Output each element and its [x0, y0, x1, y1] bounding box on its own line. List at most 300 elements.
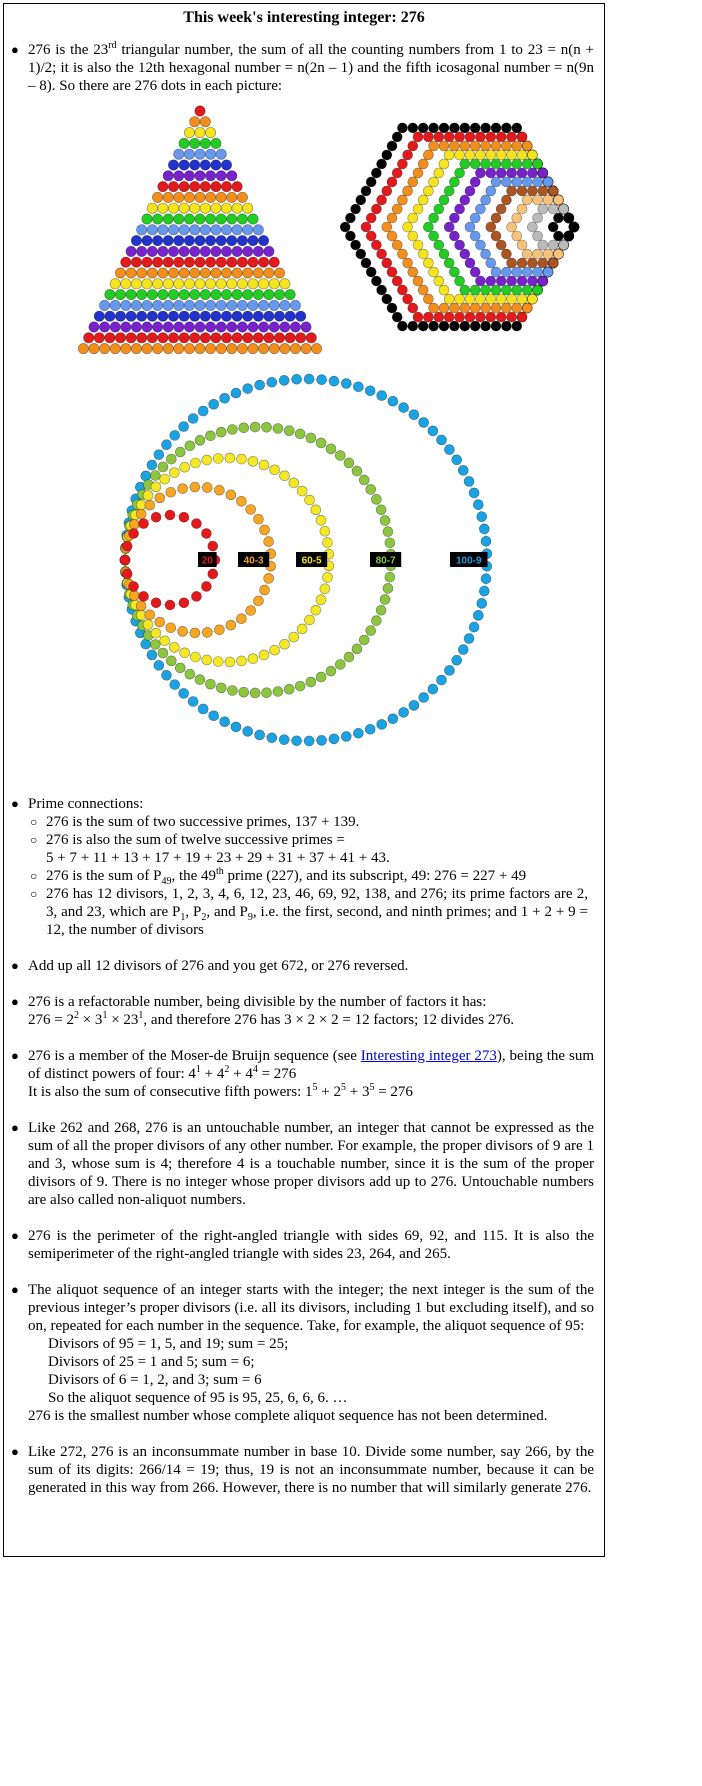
circle-dot [209, 711, 219, 721]
circle-dot [385, 572, 395, 582]
hexagon-dot [533, 267, 543, 277]
bullet-icon: ● [11, 1048, 19, 1063]
circle-dot [220, 717, 230, 727]
triangle-dot [243, 246, 253, 256]
triangle-dot [205, 171, 215, 181]
circle-dot [169, 468, 179, 478]
circle-dot [292, 374, 302, 384]
circle-dot [297, 486, 307, 496]
bullet-icon: ● [11, 1228, 19, 1243]
hexagon-dot [455, 204, 465, 214]
triangle-dot [258, 300, 268, 310]
hexagon-dot [533, 213, 543, 223]
triangle-dot [232, 225, 242, 235]
triangle-dot [237, 192, 247, 202]
triangle-dot [190, 246, 200, 256]
dot-figure-svg [4, 95, 604, 795]
circle-dot [237, 454, 247, 464]
hexagon-dot [501, 177, 511, 187]
triangle-dot [237, 343, 247, 353]
triangle-dot [142, 214, 152, 224]
circle-dot [250, 688, 260, 698]
circle-dot [188, 697, 198, 707]
triangle-dot [200, 246, 210, 256]
circle-dot [335, 659, 345, 669]
triangle-dot [200, 117, 210, 127]
circle-dot [154, 660, 164, 670]
hexagon-dot [533, 231, 543, 241]
hexagon-dot [439, 321, 449, 331]
triangle-dot [126, 268, 136, 278]
circle-dot [320, 526, 330, 536]
triangle-dot [99, 300, 109, 310]
hexagon-dot [507, 150, 517, 160]
hexagon-dot [501, 267, 511, 277]
circle-dot [243, 384, 253, 394]
hexagon-dot [538, 186, 548, 196]
triangle-dot [205, 214, 215, 224]
hexagon-dot [366, 177, 376, 187]
triangle-dot [296, 311, 306, 321]
circle-dot [311, 505, 321, 515]
circle-dot [388, 396, 398, 406]
hexagon-dot [512, 213, 522, 223]
hexagon-dot [449, 231, 459, 241]
hexagon-dot [517, 276, 527, 286]
triangle-dot [227, 214, 237, 224]
hexagon-dot [512, 177, 522, 187]
triangle-dot [126, 333, 136, 343]
triangle-dot [200, 203, 210, 213]
triangle-dot [301, 322, 311, 332]
hexagon-dot [465, 150, 475, 160]
triangle-dot [258, 257, 268, 267]
hexagon-dot [470, 231, 480, 241]
hexagon-dot [460, 141, 470, 151]
circle-dot [179, 688, 189, 698]
circle-label [238, 552, 269, 567]
triangle-dot [195, 343, 205, 353]
hexagon-dot [517, 294, 527, 304]
circle-dot [260, 525, 270, 535]
hexagon-dot [470, 177, 480, 187]
triangle-dot [243, 203, 253, 213]
hexagon-dot [423, 222, 433, 232]
circle-dot [179, 512, 189, 522]
triangle-dot [158, 203, 168, 213]
hexagon-dot [455, 150, 465, 160]
triangle-dot [184, 322, 194, 332]
triangle-dot [205, 343, 215, 353]
hexagon-dot [434, 276, 444, 286]
prime-item-text: 276 is the sum of P [46, 868, 162, 884]
triangle-dot [205, 235, 215, 245]
circle-dot [352, 466, 362, 476]
circle-dot [161, 440, 171, 450]
circle-dot [436, 435, 446, 445]
hexagon-dot [444, 132, 454, 142]
circle-dot [227, 424, 237, 434]
hexagon-dot [501, 303, 511, 313]
triangle-dot [264, 333, 274, 343]
triangle-dot [137, 311, 147, 321]
hexagon-dot [403, 186, 413, 196]
circle-dot [452, 655, 462, 665]
hexagon-dot [455, 240, 465, 250]
hexagon-dot [429, 303, 439, 313]
triangle-dot [99, 322, 109, 332]
triangle-dot [110, 300, 120, 310]
circle-dot [464, 476, 474, 486]
triangle-dot [105, 333, 115, 343]
hexagon-dot [512, 231, 522, 241]
triangle-dot [121, 257, 131, 267]
circle-dot [366, 484, 376, 494]
triangle-dot [131, 322, 141, 332]
hexagon-dot [340, 222, 350, 232]
hexagon-dot [387, 141, 397, 151]
triangle-dot [179, 181, 189, 191]
triangle-dot [200, 225, 210, 235]
hexagon-dot [465, 258, 475, 268]
triangle-dot [232, 311, 242, 321]
triangle-dot [216, 192, 226, 202]
circle-dot [175, 663, 185, 673]
hexagon-dot [455, 276, 465, 286]
dot-figure [4, 95, 604, 795]
circle-dot [267, 377, 277, 387]
hexagon-dot [491, 285, 501, 295]
triangle-dot [216, 300, 226, 310]
circle-dot [317, 735, 327, 745]
hexagon-dot [538, 204, 548, 214]
moser-text: = 276 [257, 1066, 297, 1082]
aliquot-line: So the aliquot sequence of 95 is 95, 25, 6, 6, 6. … [48, 1390, 348, 1406]
circle-dot [376, 605, 386, 615]
hexagon-dot [481, 159, 491, 169]
hexagon-dot [527, 168, 537, 178]
circle-dot [317, 375, 327, 385]
hexagon-dot [356, 249, 366, 259]
triangle-dot [163, 257, 173, 267]
circle-dot [198, 406, 208, 416]
triangle-dot [158, 289, 168, 299]
hexagon-dot [548, 222, 558, 232]
circle-bullet-icon: ○ [30, 833, 38, 847]
triangle-dot [147, 203, 157, 213]
triangle-dot [264, 311, 274, 321]
triangle-dot [269, 300, 279, 310]
triangle-dot [190, 181, 200, 191]
circle-dot [147, 650, 157, 660]
triangle-dot [280, 322, 290, 332]
circle-dot [359, 475, 369, 485]
hexagon-dot [548, 204, 558, 214]
triangle-dot [152, 279, 162, 289]
hexagon-dot [543, 249, 553, 259]
triangle-dot [216, 235, 226, 245]
hexagon-dot [533, 177, 543, 187]
circle-label-text: 100-9 [455, 555, 482, 567]
triangle-dot [158, 246, 168, 256]
hexagon-dot [538, 258, 548, 268]
hexagon-dot [387, 213, 397, 223]
circle-dot [341, 731, 351, 741]
triangle-dot [179, 311, 189, 321]
triangle-dot [200, 268, 210, 278]
triangle-dot [184, 127, 194, 137]
circle-dot [202, 627, 212, 637]
hexagon-dot [460, 159, 470, 169]
circle-dot [316, 595, 326, 605]
circle-dot [209, 399, 219, 409]
circle-dot [246, 606, 256, 616]
hexagon-dot [361, 222, 371, 232]
triangle-dot [200, 160, 210, 170]
circle-label-text: 40-3 [243, 555, 264, 567]
hexagon-dot [481, 249, 491, 259]
circle-dot [295, 429, 305, 439]
hexagon-dot [475, 240, 485, 250]
triangle-dot [280, 300, 290, 310]
hexagon-dot [475, 294, 485, 304]
triangle-dot [227, 279, 237, 289]
triangle-dot [142, 235, 152, 245]
interesting-integer-273-link[interactable]: Interesting integer 273 [360, 1048, 497, 1064]
hexagon-dot [564, 213, 574, 223]
circle-dot [289, 478, 299, 488]
circle-dot [198, 704, 208, 714]
triangle-dot [258, 343, 268, 353]
triangle-dot [131, 343, 141, 353]
hexagon-dot [501, 285, 511, 295]
circle-dot [270, 465, 280, 475]
hexagon-dot [522, 195, 532, 205]
triangle-dot [163, 300, 173, 310]
triangle-dot [126, 246, 136, 256]
circle-dot [239, 687, 249, 697]
bullet-icon: ● [11, 1120, 19, 1135]
circle-dot [383, 527, 393, 537]
hexagon-dot [460, 321, 470, 331]
circle-dot [376, 505, 386, 515]
circle-dot [166, 656, 176, 666]
triangle-dot [227, 343, 237, 353]
hexagon-dot [382, 150, 392, 160]
triangle-dot [163, 192, 173, 202]
circle-dot [155, 617, 165, 627]
hexagon-dot [429, 231, 439, 241]
triangle-dot [163, 343, 173, 353]
circle-dot [419, 693, 429, 703]
hexagon-dot [538, 240, 548, 250]
fact-moser-de-bruijn [4, 1047, 604, 1101]
triangle-dot [243, 289, 253, 299]
triangle-dot [158, 181, 168, 191]
exponent: 5 [312, 1082, 318, 1093]
exponent: 4 [252, 1064, 258, 1075]
triangle-dot [121, 300, 131, 310]
triangle-dot [137, 246, 147, 256]
triangle-dot [152, 343, 162, 353]
hexagon-dot [481, 195, 491, 205]
circle-dot [323, 572, 333, 582]
exponent: 5 [341, 1082, 346, 1093]
fifth-powers-text: = 276 [374, 1084, 413, 1100]
hexagon-dot [501, 141, 511, 151]
prime-item [30, 813, 594, 831]
triangle-dot [285, 311, 295, 321]
hexagon-dot [439, 159, 449, 169]
hexagon-dot [517, 132, 527, 142]
circle-dot [129, 529, 139, 539]
triangle-dot [168, 225, 178, 235]
circle-dot [409, 700, 419, 710]
triangle-dot [174, 171, 184, 181]
prime-item-text: , i.e. the first, second, and ninth primes; and 1 + 2 + 9 = 12, the number of divisors [46, 904, 589, 938]
circle-dot [208, 569, 218, 579]
circle-dot [264, 573, 274, 583]
triangle-dot [221, 268, 231, 278]
circle-dot [284, 684, 294, 694]
hexagon-dot [527, 258, 537, 268]
triangle-dot [94, 311, 104, 321]
circle-dot [409, 410, 419, 420]
bullet-icon: ● [11, 42, 19, 57]
exponent: 2 [224, 1064, 230, 1075]
triangle-dot [232, 181, 242, 191]
hexagon-dot [486, 276, 496, 286]
circle-dot [306, 677, 316, 687]
circle-dot [227, 686, 237, 696]
triangle-dot [105, 311, 115, 321]
bullet-icon: ● [11, 1282, 19, 1297]
circle-dot [155, 493, 165, 503]
subscript: 9 [247, 912, 253, 923]
hexagon-dot [475, 204, 485, 214]
triangle-dot [216, 343, 226, 353]
refactorable-line1: 276 is a refactorable number, being divisible by the number of factors it has: [28, 994, 487, 1010]
triangle-dot [94, 333, 104, 343]
triangle-dot [174, 300, 184, 310]
hexagon-dot [527, 222, 537, 232]
hexagon-dot [351, 204, 361, 214]
triangle-dot [216, 149, 226, 159]
circle-dot [264, 537, 274, 547]
triangle-dot [131, 257, 141, 267]
fact-aliquot [4, 1281, 604, 1425]
hexagon-dot [397, 321, 407, 331]
circle-dot [179, 422, 189, 432]
hexagon-dot [366, 267, 376, 277]
hexagon-dot [423, 132, 433, 142]
hexagon-dot [553, 213, 563, 223]
circle-dot [262, 422, 272, 432]
triangle-dot [195, 235, 205, 245]
triangle-dot [248, 214, 258, 224]
hexagon-dot [434, 168, 444, 178]
triangle-dot [158, 333, 168, 343]
circle-dot [237, 656, 247, 666]
triangle-dot [258, 322, 268, 332]
circle-dot [344, 652, 354, 662]
circle-dot [326, 444, 336, 454]
fifth-powers-text: + 3 [346, 1084, 370, 1100]
circle-label-text: 60-5 [301, 555, 322, 567]
circle-dot [419, 417, 429, 427]
circle-dot [444, 665, 454, 675]
triangle-dot [211, 181, 221, 191]
circle-dot [158, 648, 168, 658]
circle-dot [444, 445, 454, 455]
triangle-dot [227, 171, 237, 181]
triangular-dots [78, 106, 322, 354]
aliquot-line: Divisors of 6 = 1, 2, and 3; sum = 6 [48, 1372, 262, 1388]
hexagon-dot [470, 321, 480, 331]
hexagon-dot [382, 222, 392, 232]
hexagon-dot [486, 312, 496, 322]
hexagon-dot [538, 276, 548, 286]
triangle-dot [311, 343, 321, 353]
circle-dot [436, 675, 446, 685]
triangle-dot [195, 322, 205, 332]
triangle-dot [184, 214, 194, 224]
circle-dot [205, 679, 215, 689]
fact-list [4, 41, 604, 95]
hexagon-dot [449, 123, 459, 133]
circle-dot [260, 585, 270, 595]
hexagon-dot [403, 258, 413, 268]
triangle-dot [158, 268, 168, 278]
hexagon-dot [512, 303, 522, 313]
subscript: 49 [161, 876, 172, 887]
triangle-dot [200, 333, 210, 343]
fact-triangular [4, 41, 604, 95]
hexagon-dot [486, 294, 496, 304]
fact-refactorable [4, 993, 604, 1029]
hexagon-dot [491, 231, 501, 241]
circle-dot [179, 598, 189, 608]
circle-dot [353, 382, 363, 392]
triangle-dot [205, 192, 215, 202]
prime-item-text: 276 is the sum of two successive primes, 137 + 139. [46, 814, 360, 830]
triangle-dot [227, 300, 237, 310]
hexagon-dot [486, 150, 496, 160]
circle-labels [198, 552, 488, 567]
triangle-dot [290, 322, 300, 332]
fact-divisor-sum [4, 957, 604, 975]
triangle-dot [179, 246, 189, 256]
triangle-dot [190, 333, 200, 343]
triangle-dot [142, 322, 152, 332]
circle-dot [246, 504, 256, 514]
circle-dot [305, 615, 315, 625]
triangle-dot [253, 225, 263, 235]
triangle-dot [195, 257, 205, 267]
triangle-dot [253, 246, 263, 256]
triangle-dot [227, 192, 237, 202]
circle-dot [216, 427, 226, 437]
triangle-dot [163, 279, 173, 289]
triangle-dot [296, 333, 306, 343]
hexagon-dot [517, 240, 527, 250]
hexagon-dot [470, 213, 480, 223]
hexagon-dot [382, 294, 392, 304]
triangle-dot [253, 333, 263, 343]
circle-dot [371, 616, 381, 626]
triangle-dot [115, 311, 125, 321]
circle-dot [255, 730, 265, 740]
